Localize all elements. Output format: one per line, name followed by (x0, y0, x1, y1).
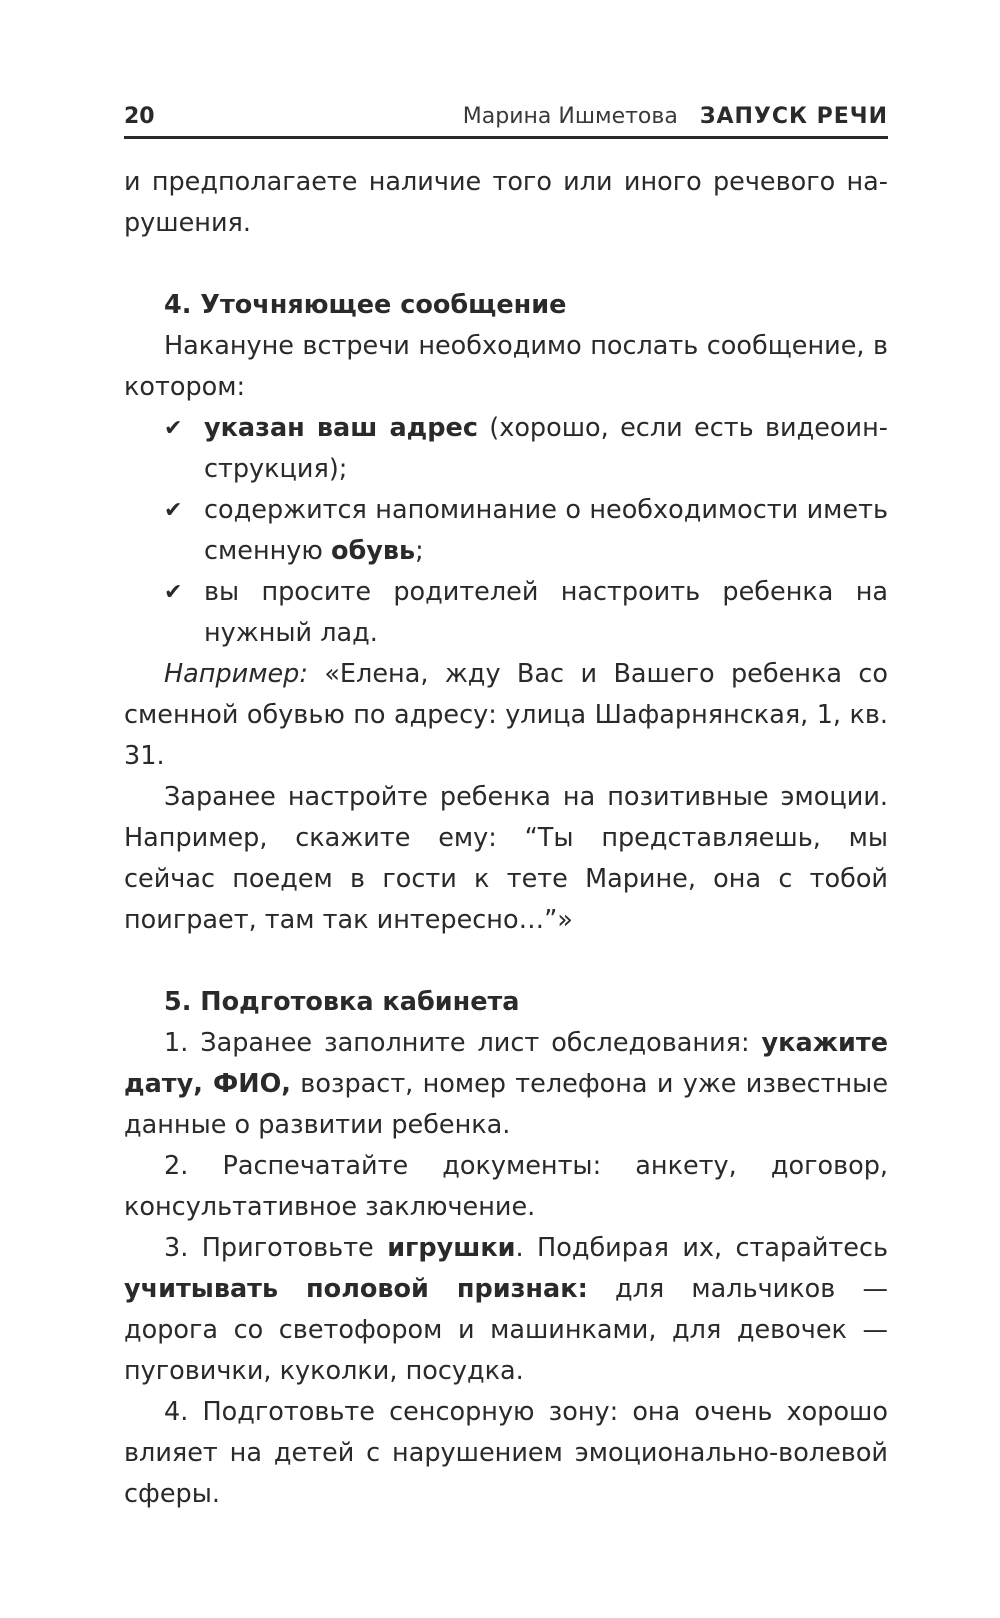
list-item-bold: обувь (330, 536, 416, 566)
example-label: Например: (164, 659, 308, 689)
step-1-text-b: возраст, номер телефона и уже известные данные о развитии ребенка. (124, 1069, 889, 1140)
example-text: «Елена, жду Вас и Вашего ребенка со сменной обувью по адресу: улица Шафарнянская, 1, кв. 31. (124, 659, 888, 771)
list-item (164, 490, 888, 572)
check-icon: ✔ (164, 416, 183, 441)
header-right (463, 104, 888, 129)
list-item (164, 572, 888, 654)
book-title: ЗАПУСК РЕЧИ (699, 103, 888, 129)
section-4-lead: Накануне встречи необходимо послать сообщение, в котором: (124, 331, 888, 402)
step-3-bold-2: учитывать половой признак: (124, 1274, 588, 1304)
step-3-bold-1: игрушки (387, 1233, 516, 1263)
step-3-paragraph (124, 1228, 888, 1392)
section-5-heading: 5. Подготовка кабинета (164, 987, 520, 1017)
step-2-paragraph: 2. Распечатайте документы: анкету, договор, консультативное заключение. (124, 1151, 888, 1222)
page-number: 20 (124, 103, 155, 129)
checklist (124, 408, 888, 654)
step-3-text-c: для мальчиков — дорога со светофором и машинками, для девочек — пуговички, куколки, посудка. (124, 1274, 888, 1386)
list-item-text: (хорошо, если есть видеоинструкция); (204, 413, 888, 484)
section-4-heading: 4. Уточняющее сообщение (164, 290, 567, 320)
intro-paragraph: и предполагаете наличие того или иного речевого нарушения. (124, 167, 888, 238)
example-continuation: Заранее настройте ребенка на позитивные эмоции. Например, скажите ему: “Ты представляешь, мы сейчас поедем в гости к тете Марине, она с тобой поиграет, там так интересно…”» (124, 782, 888, 935)
list-item-text: вы просите родителей настроить ребенка на нужный лад. (204, 577, 888, 648)
step-1-paragraph (124, 1023, 888, 1146)
check-icon: ✔ (164, 580, 183, 605)
running-header (124, 96, 888, 139)
list-item-tail: ; (415, 536, 424, 566)
step-3-text-b: . Подбирая их, старайтесь (515, 1233, 889, 1263)
step-4-paragraph: 4. Подготовьте сенсорную зону: она очень хорошо влияет на детей с нарушением эмоционально-волевой сферы. (124, 1397, 888, 1509)
example-paragraph (124, 654, 888, 777)
list-item-bold: указан ваш адрес (204, 413, 478, 443)
page-body (124, 162, 888, 1515)
step-1-text-a: 1. Заранее заполните лист обследования: (164, 1028, 762, 1058)
author-name: Марина Ишметова (462, 103, 678, 129)
check-icon: ✔ (164, 498, 183, 523)
list-item-text: содержится напоминание о необходимости иметь сменную (204, 495, 888, 566)
step-3-text-a: 3. Приготовьте (164, 1233, 388, 1263)
list-item (164, 408, 888, 490)
step-1-bold: укажите дату, ФИО, (124, 1028, 888, 1099)
